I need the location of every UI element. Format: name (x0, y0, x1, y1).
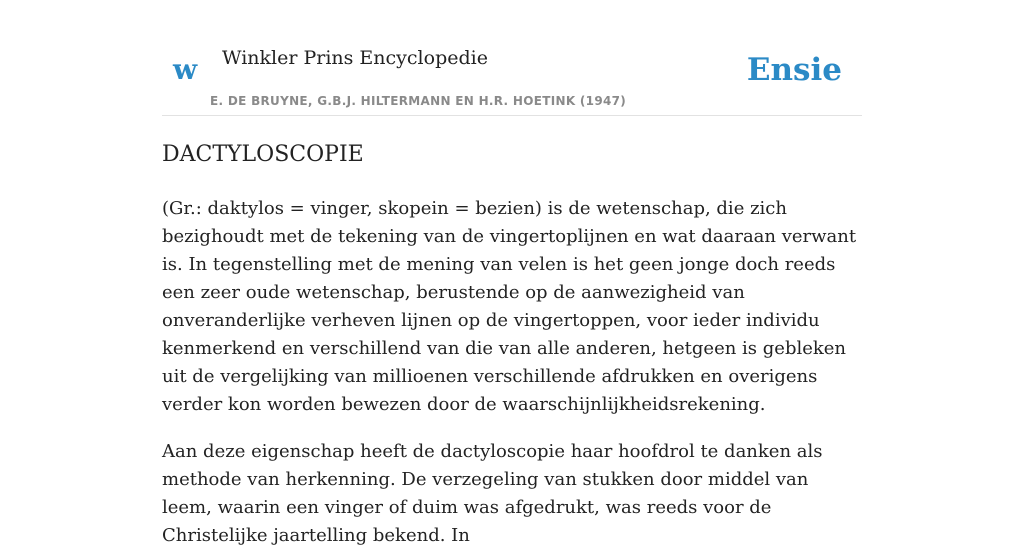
article-paragraph: (Gr.: daktylos = vinger, skopein = bezien) is de wetenschap, die zich bezighoudt met de tekening van de vingertoplijnen en wat daaraan verwant is. In tegenstelling met de mening van velen is het geen jonge doch reeds een zeer oude wetenschap, berustende op de aanwezigheid van onveranderlijke verheven lijnen op de vingertoppen, voor ieder individu kenmerkend en verschillend van die van alle anderen, hetgeen is gebleken uit de vergelijking van millioenen verschillende afdrukken en overigens verder kon worden bewezen door de waarschijnlijkheidsrekening. (162, 198, 857, 415)
ensie-logo[interactable]: Ensie (746, 52, 842, 88)
site-header (162, 0, 862, 116)
wp-logo[interactable]: w (173, 53, 198, 86)
source-authors: E. DE BRUYNE, G.B.J. HILTERMANN EN H.R. HOETINK (1947) (210, 94, 627, 108)
site-title[interactable]: Winkler Prins Encyclopedie (222, 47, 488, 69)
article-paragraph: Aan deze eigenschap heeft de dactyloscopie haar hoofdrol te danken als methode van herkenning. De verzegeling van stukken door middel van leem, waarin een vinger of duim was afgedrukt, was reeds voor de Christelijke jaartelling bekend. In (162, 441, 823, 546)
article (162, 138, 862, 550)
article-title: DACTYLOSCOPIE (162, 142, 364, 167)
